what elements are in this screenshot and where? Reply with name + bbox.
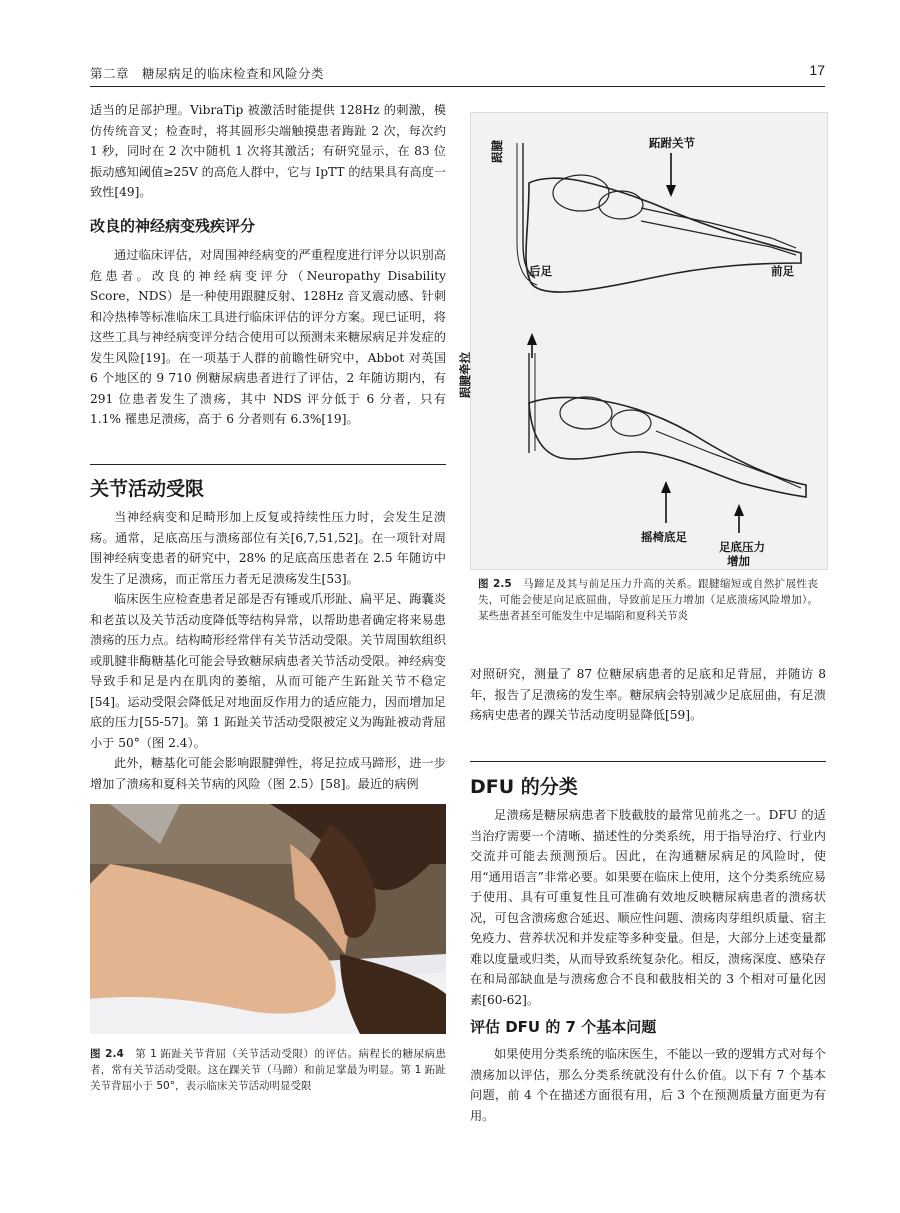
figure-2-4-photo — [90, 804, 446, 1034]
label-increase: 增加 — [727, 554, 750, 568]
page-number: 17 — [809, 62, 825, 78]
seven-questions-paragraph: 如果使用分类系统的临床医生，不能以一致的逻辑方式对每个溃疡加以评估，那么分类系统就没有什么价值。以下有 7 个基本问题，前 4 个在描述方面很有用，后 3 个在预测质量方面更为有用。 — [470, 1047, 826, 1123]
figure-2-5-label: 图 2.5 — [478, 578, 512, 590]
label-plantar-pressure: 足底压力 — [719, 540, 765, 554]
chapter-title: 第二章 糖尿病足的临床检查和风险分类 — [90, 66, 325, 81]
figure-2-4-caption — [90, 1046, 446, 1094]
label-achilles: 跟腱 — [490, 140, 504, 163]
joint-paragraph-3: 此外，糖基化可能会影响跟腱弹性，将足拉成马蹄形，进一步增加了溃疡和夏科关节病的风险（图 2.5）[58]。最近的病例 — [90, 756, 446, 791]
label-forefoot: 前足 — [771, 264, 794, 278]
figure-2-4-caption-text: 第 1 跖趾关节背屈（关节活动受限）的评估。病程长的糖尿病患者，常有关节活动受限。这在踝关节（马蹄）和前足掌最为明显。第 1 跖趾关节背屈小于 50°，表示临床关节活动明显受限 — [90, 1048, 446, 1092]
joint-paragraph-2: 临床医生应检查患者足部是否有锤或爪形趾、扁平足、踇囊炎和老茧以及关节活动度降低等结构异常，以帮助患者确定将来易患溃疡的压力点。结构畸形经常伴有关节活动受限。关节周围软组织或肌腱非酶糖基化可能会导致糖尿病患者关节活动受限。神经病变导致手和足是内在肌肉的萎缩，从而可能产生跖趾关节不稳定[54]。运动受限会降低足对地面反作用力的适应能力，因而增加足底的压力[55-57]。第 1 跖趾关节活动受限被定义为踇趾被动背屈小于 50°（图 2.4）。 — [90, 592, 446, 750]
seven-questions-heading: 评估 DFU 的 7 个基本问题 — [470, 1018, 657, 1036]
label-hindfoot: 后足 — [529, 264, 552, 278]
figure-2-4-label: 图 2.4 — [90, 1048, 124, 1060]
running-header — [90, 62, 825, 84]
joint-paragraph-1: 当神经病变和足畸形加上反复或持续性压力时，会发生足溃疡。通常，足底高压与溃疡部位有关[6,7,51,52]。在一项针对周围神经病变患者的研究中，28% 的足底高压患者在 2.5 年随访中发生了足溃疡，而正常压力者无足溃疡发生[53]。 — [90, 510, 446, 586]
figure-2-5-caption — [478, 576, 818, 624]
figure-2-5 — [458, 112, 828, 570]
header-rule — [90, 86, 825, 87]
dfu-heading: DFU 的分类 — [470, 776, 578, 798]
label-rocker-bottom: 摇椅底足 — [641, 530, 687, 544]
label-achilles-pull: 跟腱牵拉 — [458, 352, 472, 398]
nds-paragraph: 通过临床评估，对周围神经病变的严重程度进行评分以识别高危患者。改良的神经病变评分（Neuropathy Disability Score，NDS）是一种使用跟腱反射、128Hz 音叉震动感、针刺和冷热棒等标准临床工具进行临床评估的评分方案。现已证明，将这些工具与神经病变评分结合使用可以预测未来糖尿病足并发症的发生风险[19]。在一项基于人群的前瞻性研究中，Abbot 对英国 6 个地区的 9 710 例糖尿病患者进行了评估，2 年随访期内，有 291 位患者发生了溃疡，其中 NDS 评分低于 6 分者，只有 1.1% 罹患足溃疡，高于 6 分者则有 6.3%[19]。 — [90, 248, 446, 426]
section-rule — [90, 464, 446, 465]
continued-paragraph: 对照研究，测量了 87 位糖尿病患者的足底和足背屈，并随访 8 年，报告了足溃疡的发生率。糖尿病会特别减少足底屈曲，有足溃疡病史患者的踝关节活动度明显降低[59]。 — [470, 667, 826, 722]
nds-heading: 改良的神经病变残疾评分 — [90, 217, 256, 235]
figure-2-5-caption-text: 马蹄足及其与前足压力升高的关系。跟腱缩短或自然扩展性丧失，可能会使足向足底屈曲，导致前足压力增加（足底溃疡风险增加）。某些患者甚至可能发生中足塌陷和夏科关节炎 — [478, 578, 818, 622]
label-mtp-joint: 跖跗关节 — [649, 136, 695, 150]
joint-heading: 关节活动受限 — [90, 478, 205, 500]
section-rule-2 — [470, 761, 826, 762]
dfu-paragraph: 足溃疡是糖尿病患者下肢截肢的最常见前兆之一。DFU 的适当治疗需要一个清晰、描述性的分类系统，用于指导治疗、行业内交流并可能去预测预后。因此，在沟通糖尿病足的风险时，使用“通用语言”非常必要。如果要在临床上使用，这个分类系统应易于使用、具有可重复性且可准确有效地反映糖尿病患者的溃疡状况，可包含溃疡愈合延迟、顺应性问题、溃疡肉芽组织质量、宿主免疫力、营养状况和并发症等多种变量。但是，大部分上述变量都难以度量或归类，从而导致系统复杂化。相反，溃疡深度、感染存在和局部缺血是与溃疡愈合不良和截肢相关的 3 个相对可量化因素[60-62]。 — [470, 808, 826, 1007]
intro-paragraph: 适当的足部护理。VibraTip 被激活时能提供 128Hz 的刺激，模仿传统音叉；检查时，将其圆形尖端触摸患者踇趾 2 次，每次约 1 秒，同时在 2 次中随机 1 次将其激活；有研究显示，在 83 位振动感知阈值≥25V 的高危人群中，它与 IpTT 的结果具有高度一致性[49]。 — [90, 103, 446, 199]
